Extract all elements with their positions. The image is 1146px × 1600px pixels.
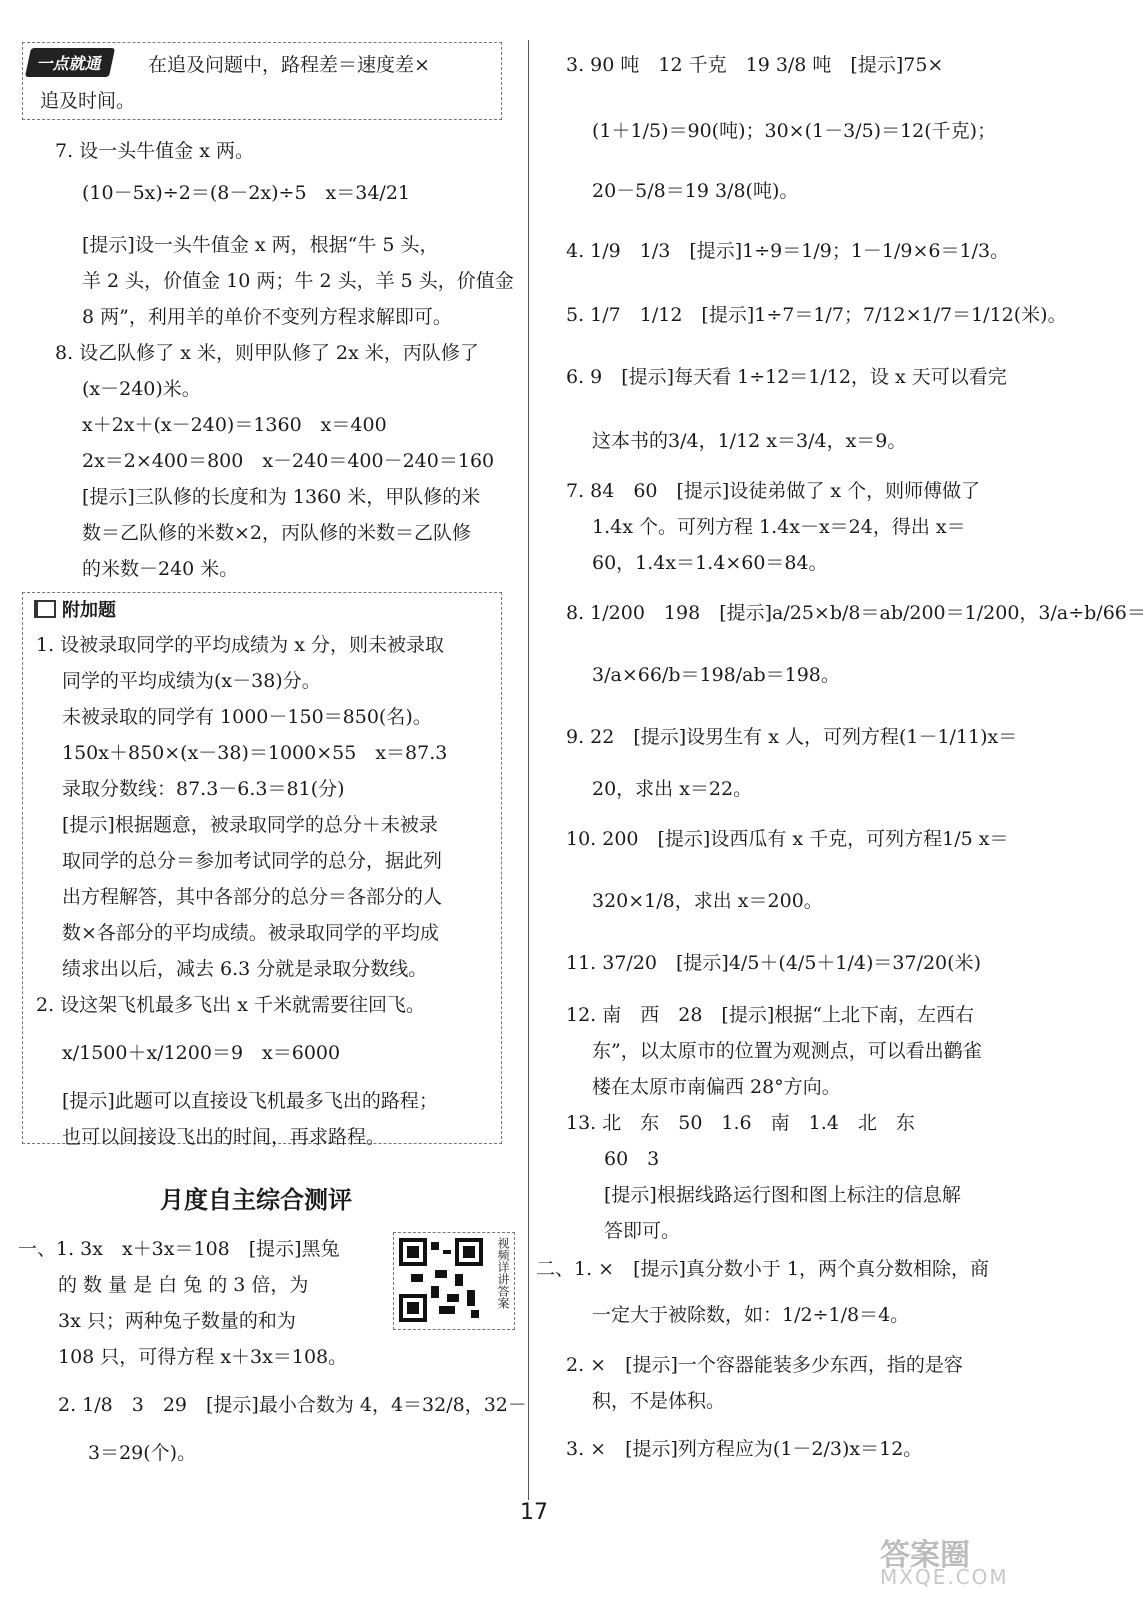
answer-12: 12. 南 西 28 [提示]根据“上北下南，左西右 — [566, 1004, 974, 1026]
hint-text: 20，求出 x＝22。 — [592, 778, 753, 800]
hint-text: 数＝乙队修的米数×2，丙队修的米数＝乙队修 — [82, 522, 472, 544]
hint-text: [提示]根据题意，被录取同学的总分＋未被录 — [62, 814, 438, 836]
hint-text: 取同学的总分＝参加考试同学的总分，据此列 — [62, 850, 443, 872]
equation: 150x＋850×(x－38)＝1000×55 x＝87.3 — [62, 742, 448, 764]
bonus-question-1: 1. 设被录取同学的平均成绩为 x 分，则未被录取 — [36, 634, 444, 656]
answer-3: 3. 90 吨 12 千克 19 3/8 吨 [提示]75× — [566, 54, 944, 76]
hint-text: 一定大于被除数，如：1/2÷1/8＝4。 — [592, 1304, 910, 1326]
hint-text: 答即可。 — [604, 1220, 681, 1242]
hint-text: [提示]三队修的长度和为 1360 米，甲队修的米 — [82, 486, 481, 508]
question-text: (x－240)米。 — [82, 378, 201, 400]
equation: 这本书的3/4，1/12 x＝3/4，x＝9。 — [592, 430, 907, 452]
question-7: 7. 设一头牛值金 x 两。 — [55, 140, 254, 162]
equation: 2x＝2×400＝800 x－240＝400－240＝160 — [82, 450, 495, 472]
hint-text: 羊 2 头，价值金 10 两；牛 2 头，羊 5 头，价值金 — [82, 270, 514, 292]
tip-badge: 一点就通 — [25, 48, 115, 77]
question-text: 3＝29(个)。 — [88, 1442, 197, 1464]
question-text: 3x 只；两种兔子数量的和为 — [58, 1310, 296, 1332]
qr-code-icon[interactable] — [399, 1238, 483, 1322]
equation: (10－5x)÷2＝(8－2x)÷5 x＝34/21 — [82, 182, 411, 204]
answer-13: 13. 北 东 50 1.6 南 1.4 北 东 — [566, 1112, 915, 1134]
tip-text: 追及时间。 — [40, 90, 136, 112]
equation: x＋2x＋(x－240)＝1360 x＝400 — [82, 414, 387, 436]
bonus-question-2: 2. 设这架飞机最多飞出 x 千米就需要往回飞。 — [36, 994, 425, 1016]
question-8: 8. 设乙队修了 x 米，则甲队修了 2x 米，丙队修了 — [55, 342, 479, 364]
answer-7: 7. 84 60 [提示]设徒弟做了 x 个，则师傅做了 — [566, 480, 981, 502]
question-text: 的 数 量 是 白 兔 的 3 倍，为 — [58, 1274, 309, 1296]
answer-5: 5. 1/7 1/12 [提示]1÷7＝1/7；7/12×1/7＝1/12(米)。 — [566, 304, 1067, 326]
hint-text: 出方程解答，其中各部分的总分＝各部分的人 — [62, 886, 443, 908]
page-number: 17 — [520, 1500, 548, 1525]
equation: 320×1/8，求出 x＝200。 — [592, 890, 823, 912]
hint-text: 的米数－240 米。 — [82, 558, 239, 580]
tip-text: 在追及问题中，路程差＝速度差× — [148, 54, 430, 76]
hint-text: 数×各部分的平均成绩。被录取同学的平均成 — [62, 922, 439, 944]
hint-text: 积，不是体积。 — [592, 1390, 726, 1412]
answer-4: 4. 1/9 1/3 [提示]1÷9＝1/9；1－1/9×6＝1/3。 — [566, 240, 1010, 262]
answer-text: 未被录取的同学有 1000－150＝850(名)。 — [62, 706, 432, 728]
column-divider — [528, 40, 529, 1500]
hint-text: 楼在太原市南偏西 28°方向。 — [592, 1076, 841, 1098]
answer-11: 11. 37/20 [提示]4/5＋(4/5＋1/4)＝37/20(米) — [566, 952, 981, 974]
test-question-2: 2. 1/8 3 29 [提示]最小合数为 4，4＝32/8，32－ — [58, 1394, 527, 1416]
hint-text: 绩求出以后，减去 6.3 分就是录取分数线。 — [62, 958, 428, 980]
watermark-logo: 答案圈 — [880, 1538, 970, 1573]
answer-text: 录取分数线：87.3－6.3＝81(分) — [62, 778, 345, 800]
hint-text: [提示]根据线路运行图和图上标注的信息解 — [604, 1184, 961, 1206]
answer-6: 6. 9 [提示]每天看 1÷12＝1/12，设 x 天可以看完 — [566, 366, 1007, 388]
question-text: 同学的平均成绩为(x－38)分。 — [62, 670, 321, 692]
equation: x/1500＋x/1200＝9 x＝6000 — [62, 1042, 341, 1064]
qr-code-box[interactable] — [393, 1232, 515, 1330]
equation: 3/a×66/b＝198/ab＝198。 — [592, 664, 840, 686]
answer-8: 8. 1/200 198 [提示]a/25×b/8＝ab/200＝1/200，3/a÷b/66＝ — [566, 602, 1146, 624]
book-icon — [34, 600, 56, 618]
judge-question-2: 2. × [提示]一个容器能装多少东西，指的是容 — [566, 1354, 963, 1376]
hint-text: 1.4x 个。可列方程 1.4x－x＝24，得出 x＝ — [592, 516, 966, 538]
test-question-1: 一、1. 3x x＋3x＝108 [提示]黑兔 — [18, 1238, 340, 1260]
answer-9: 9. 22 [提示]设男生有 x 人，可列方程(1－1/11)x＝ — [566, 726, 1018, 748]
hint-text: [提示]设一头牛值金 x 两，根据“牛 5 头， — [82, 234, 439, 256]
equation: (1＋1/5)＝90(吨)；30×(1－3/5)＝12(千克)； — [592, 120, 997, 142]
section-title: 月度自主综合测评 — [160, 1186, 352, 1214]
question-text: 108 只，可得方程 x＋3x＝108。 — [58, 1346, 348, 1368]
answer-text: 60 3 — [604, 1148, 660, 1170]
hint-text: 60，1.4x＝1.4×60＝84。 — [592, 552, 828, 574]
hint-text: [提示]此题可以直接设飞机最多飞出的路程； — [62, 1090, 438, 1112]
equation: 20－5/8＝19 3/8(吨)。 — [592, 180, 799, 202]
answer-10: 10. 200 [提示]设西瓜有 x 千克，可列方程1/5 x＝ — [566, 828, 1009, 850]
qr-label: 视频详讲答案 — [496, 1237, 510, 1309]
hint-text: 8 两”，利用羊的单价不变列方程求解即可。 — [82, 306, 452, 328]
bonus-title: 附加题 — [34, 596, 116, 622]
judge-question-3: 3. × [提示]列方程应为(1－2/3)x＝12。 — [566, 1438, 923, 1460]
hint-text: 东”，以太原市的位置为观测点，可以看出鹳雀 — [592, 1040, 982, 1062]
hint-text: 也可以间接设飞出的时间，再求路程。 — [62, 1126, 386, 1148]
judge-question-1: 二、1. × [提示]真分数小于 1，两个真分数相除，商 — [536, 1258, 990, 1280]
watermark-url: MXQE.COM — [880, 1565, 1009, 1589]
